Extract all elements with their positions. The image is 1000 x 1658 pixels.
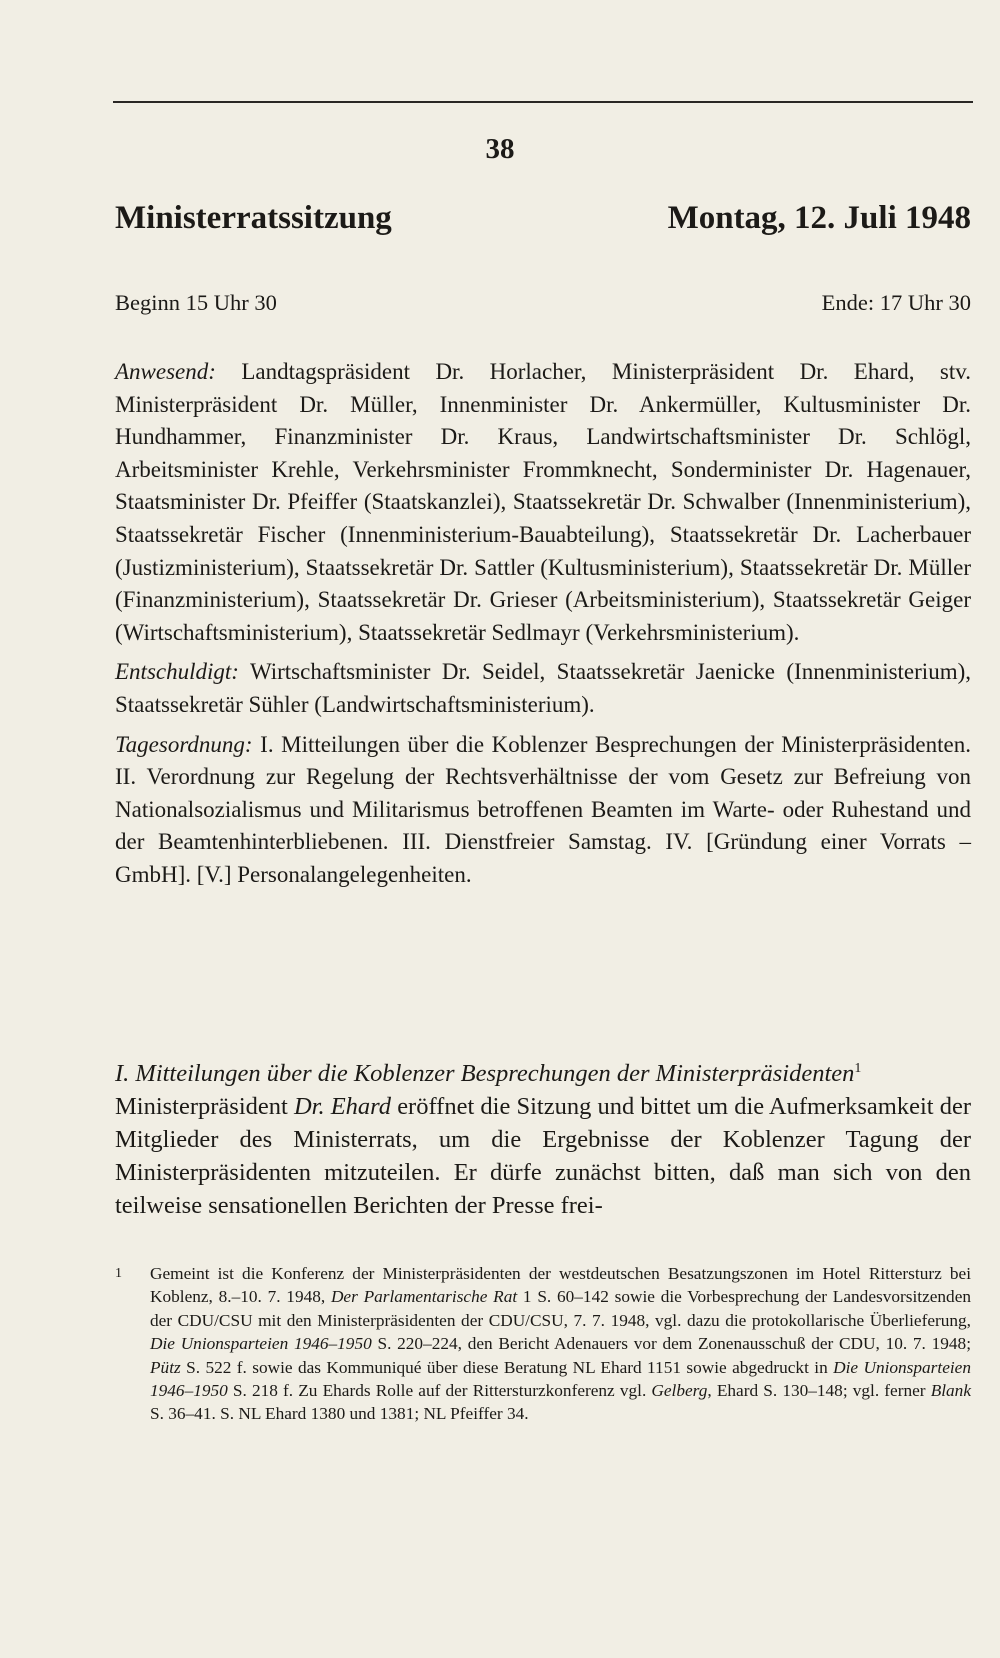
section-text: Ministerpräsident Dr. Ehard eröffnet die Sitzung und bittet um die Aufmerksamkeit der Mitglieder des Ministerrats, um die Ergebnisse der Koblenzer Tagung der Ministerpräsidenten mitzuteilen. Er dürfe zunächst bitten, daß man sich von den teilweise sensationellen Berichten der Presse frei- — [115, 1093, 971, 1220]
present-label: Anwesend: — [115, 359, 216, 384]
attendance-block — [115, 356, 971, 899]
page-number: 38 — [485, 133, 515, 165]
footnote-mark: 1 — [115, 1266, 122, 1281]
agenda-label: Tagesordnung: — [115, 731, 253, 757]
section-one — [115, 1052, 971, 1222]
present-text: Landtagspräsident Dr. Horlacher, Ministerpräsident Dr. Ehard, stv. Ministerpräsident Dr. Müller, Innenminister Dr. Ankermüller, Kultusminister Dr. Hundhammer, Finanzminister Dr. Kraus, Landwirtschaftsminister Dr. Schlögl, Arbeitsminister Krehle, Verkehrsminister Frommknecht, Sonderminister Dr. Hagenauer, Staatsminister Dr. Pfeiffer (Staatskanzlei), Staatssekretär Dr. Schwalber (Innenministerium), Staatssekretär Fischer (Innenministerium-Bauabteilung), Staatssekretär Dr. Lacherbauer (Justizministerium), Staatssekretär Dr. Sattler (Kultusministerium), Staatssekretär Dr. Müller (Finanzministerium), Staatssekretär Dr. Grieser (Arbeitsministerium), Staatssekretär Geiger (Wirtschaftsministerium), Staatssekretär Sedlmayr (Verkehrsministerium). — [115, 359, 971, 645]
session-title: Ministerratssitzung — [115, 200, 392, 236]
header-rule — [113, 101, 973, 103]
excused-paragraph — [115, 656, 971, 721]
excused-label: Entschuldigt: — [115, 659, 239, 685]
session-times — [115, 290, 971, 316]
present-paragraph — [115, 356, 971, 649]
end-time: Ende: 17 Uhr 30 — [821, 290, 971, 315]
speaker-name: Dr. Ehard — [293, 1093, 392, 1121]
footnote-ref: 1 — [854, 1061, 862, 1076]
agenda-paragraph — [115, 729, 971, 892]
footnote — [115, 1262, 971, 1426]
section-title: I. Mitteilungen über die Koblenzer Besprechungen der Ministerpräsidenten$^1$ — [115, 1060, 862, 1088]
agenda-text: I. Mitteilungen über die Koblenzer Besprechungen der Ministerpräsidenten. II. Verordnung zur Regelung der Rechtsverhältnisse der vom Gesetz zur Befreiung von Nationalsozialismus und Militarismus betroffenen Beamten im Warte- oder Ruhestand und der Beamtenhinterbliebenen. III. Dienstfreier Samstag. IV. [Gründung einer Vorrats – GmbH]. [V.] Personalangelegenheiten. — [115, 731, 971, 887]
excused-text: Wirtschaftsminister Dr. Seidel, Staatssekretär Jaenicke (Innenministerium), Staatssekretär Sühler (Landwirtschaftsministerium). — [115, 659, 971, 717]
footnote-text: Gemeint ist die Konferenz der Ministerpräsidenten der westdeutschen Besatzungszonen im Hotel Rittersturz bei Koblenz, 8.–10. 7. 1948, Der Parlamentarische Rat 1 S. 60–142 sowie die Vorbesprechung der Landesvorsitzenden der CDU/CSU mit den Ministerpräsidenten der CDU/CSU, 7. 7. 1948, vgl. dazu die protokollarische Überlieferung, Die Unionsparteien 1946–1950 S. 220–224, den Bericht Adenauers vor dem Zonenausschuß der CDU, 10. 7. 1948; Pütz S. 522 f. sowie das Kommuniqué über diese Beratung NL Ehard 1151 sowie abgedruckt in Die Unionsparteien 1946–1950 S. 218 f. Zu Ehards Rolle auf der Rittersturzkonferenz vgl. Gelberg, Ehard S. 130–148; vgl. ferner Blank S. 36–41. S. NL Ehard 1380 und 1381; NL Pfeiffer 34. — [150, 1264, 972, 1424]
session-date: Montag, 12. Juli 1948 — [667, 200, 971, 236]
begin-time: Beginn 15 Uhr 30 — [115, 290, 277, 315]
session-header — [115, 200, 971, 237]
